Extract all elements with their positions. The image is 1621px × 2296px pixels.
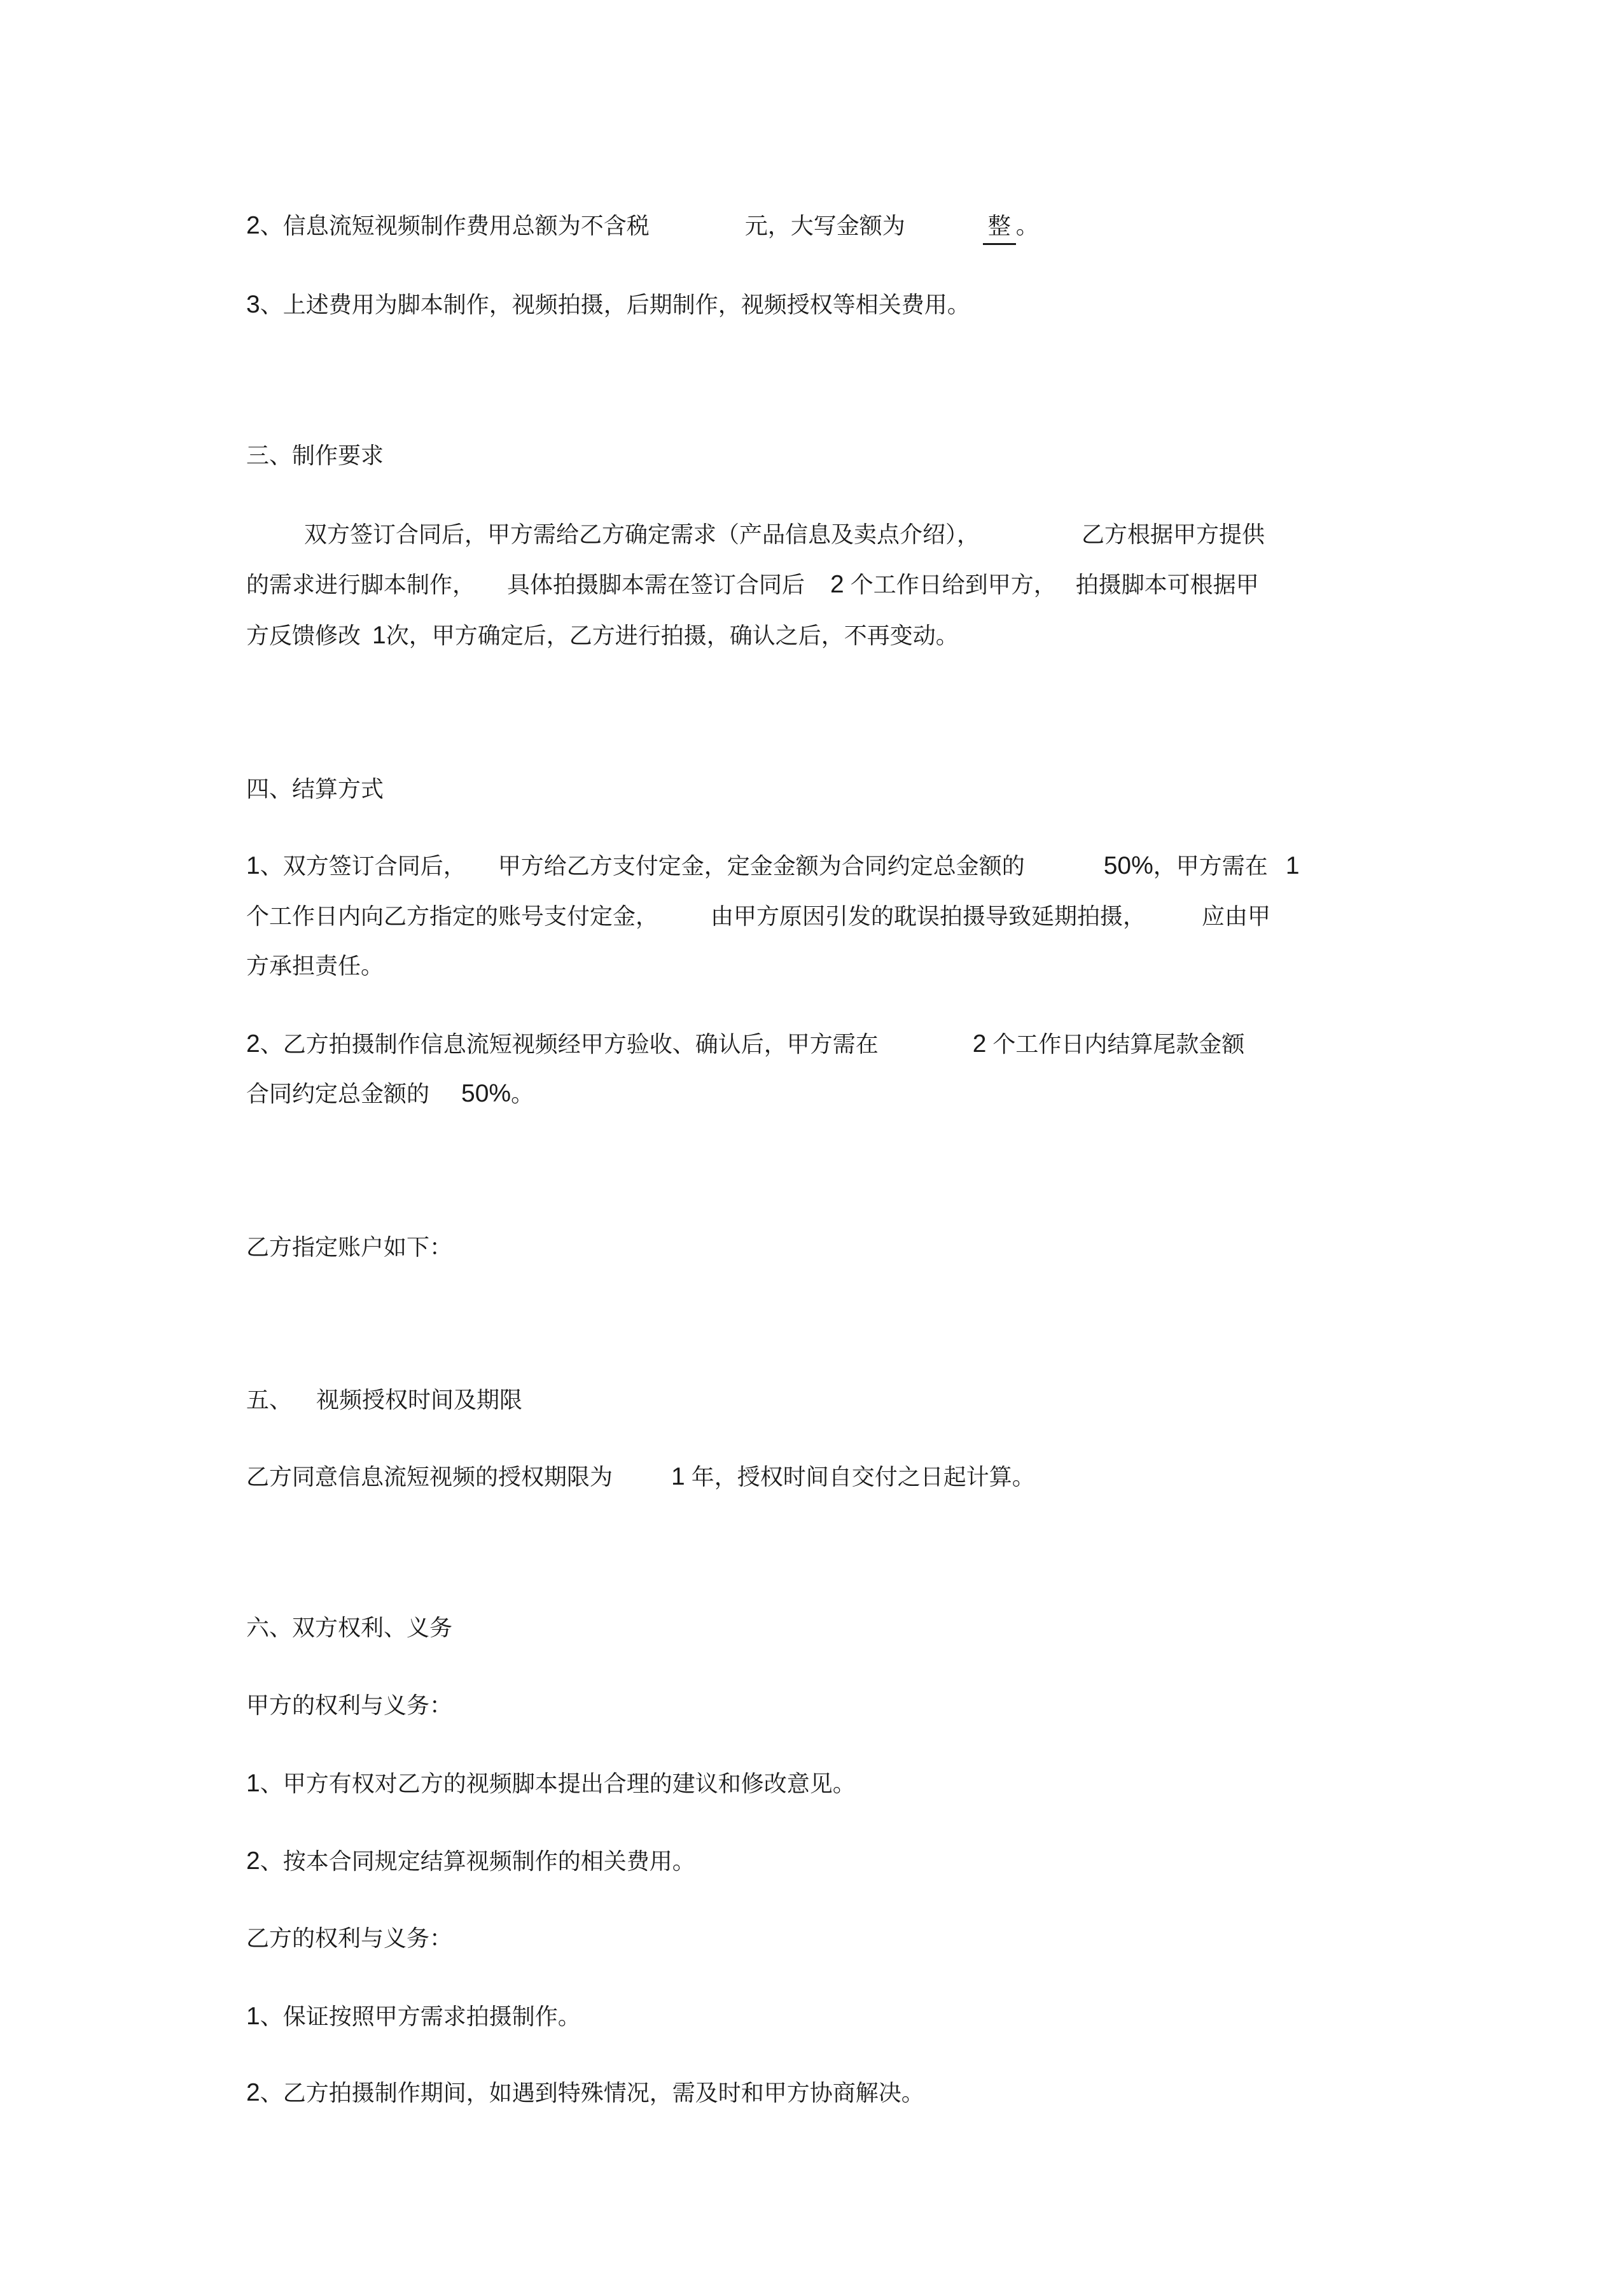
party-b-item-1 — [246, 2002, 581, 2032]
fee-total-text: 、信息流短视频制作费用总额为不含税 — [260, 213, 650, 239]
text-segment: 个工作日内结算尾款金额 — [992, 1032, 1245, 1058]
fee-scope-line — [246, 290, 970, 320]
party-b-item-2 — [246, 2078, 924, 2108]
text-segment: 乙方同意信息流短视频的授权期限为 — [246, 1464, 613, 1490]
day-count: 2 — [972, 1030, 987, 1058]
text-segment: 的需求进行脚本制作， — [246, 572, 476, 598]
fee-scope-text: 、上述费用为脚本制作，视频拍摄，后期制作，视频授权等相关费用。 — [260, 292, 970, 318]
item-number: 2 — [246, 212, 260, 239]
settlement-item-1-line-3: 方承担责任。 — [246, 953, 384, 979]
production-paragraph-line-3 — [246, 621, 959, 651]
party-b-rights-label: 乙方的权利与义务： — [246, 1926, 453, 1952]
deposit-percent: 50% — [1103, 852, 1153, 879]
year-count: 1 — [671, 1463, 685, 1490]
text-segment: 、保证按照甲方需求拍摄制作。 — [260, 2004, 581, 2030]
item-number: 2 — [246, 2079, 260, 2106]
zheng-underlined: 整 — [983, 212, 1016, 245]
text-segment: 年，授权时间自交付之日起计算。 — [691, 1464, 1035, 1490]
settlement-item-1-line-2 — [246, 902, 1270, 932]
section-heading-authorization — [246, 1386, 522, 1415]
fee-total-line — [246, 211, 1039, 245]
text-segment: 个工作日内向乙方指定的账号支付定金， — [246, 904, 659, 930]
fee-capital-text: 元，大写金额为 — [744, 213, 905, 239]
text-segment: 次，甲方确定后，乙方进行拍摄，确认之后，不再变动。 — [386, 623, 959, 649]
balance-percent: 50% — [461, 1080, 511, 1107]
settlement-item-1-line-1 — [246, 851, 1300, 881]
text-segment: ，甲方需在 — [1153, 853, 1268, 879]
party-a-item-2 — [246, 1847, 695, 1877]
text-segment: 合同约定总金额的 — [246, 1081, 430, 1107]
text-segment: 五、 — [246, 1387, 293, 1413]
section-heading-settlement: 四、结算方式 — [246, 776, 384, 802]
text-segment: 、双方签订合同后， — [260, 853, 466, 879]
text-segment: 、按本合同规定结算视频制作的相关费用。 — [260, 1849, 695, 1875]
text-segment: 、甲方有权对乙方的视频脚本提出合理的建议和修改意见。 — [260, 1771, 856, 1797]
text-segment: 由甲方原因引发的耽误拍摄导致延期拍摄， — [711, 904, 1146, 930]
text-segment: 双方签订合同后，甲方需给乙方确定需求（产品信息及卖点介绍）， — [304, 522, 980, 548]
text-segment: 、乙方拍摄制作信息流短视频经甲方验收、确认后，甲方需在 — [260, 1032, 879, 1058]
party-a-rights-label: 甲方的权利与义务： — [246, 1693, 453, 1719]
production-paragraph-line-1 — [304, 521, 1265, 550]
production-paragraph-line-2 — [246, 570, 1259, 600]
designated-account-label: 乙方指定账户如下： — [246, 1235, 453, 1261]
day-count: 2 — [830, 571, 844, 598]
text-segment: 方反馈修改 — [246, 623, 361, 649]
item-number: 2 — [246, 1030, 260, 1058]
settlement-item-2-line-1 — [246, 1030, 1244, 1060]
settlement-item-2-line-2 — [246, 1079, 534, 1109]
text-segment: 个工作日给到甲方， — [850, 572, 1057, 598]
authorization-term-line — [246, 1462, 1035, 1492]
text-segment: 乙方根据甲方提供 — [1082, 522, 1265, 548]
item-number: 1 — [246, 2003, 260, 2030]
item-number: 3 — [246, 291, 260, 318]
party-a-item-1 — [246, 1769, 856, 1799]
text-segment: 、乙方拍摄制作期间，如遇到特殊情况，需及时和甲方协商解决。 — [260, 2080, 924, 2106]
item-number: 2 — [246, 1847, 260, 1875]
revision-count: 1 — [372, 622, 386, 649]
period-mark: 。 — [511, 1081, 534, 1107]
text-segment: 甲方给乙方支付定金，定金金额为合同约定总金额的 — [497, 853, 1025, 879]
section-heading-rights-obligations: 六、双方权利、义务 — [246, 1615, 453, 1641]
item-number: 1 — [246, 1770, 260, 1797]
text-segment: 具体拍摄脚本需在签订合同后 — [507, 572, 805, 598]
text-segment: 应由甲 — [1202, 904, 1271, 930]
section-heading-production: 三、制作要求 — [246, 443, 384, 469]
text-segment: 拍摄脚本可根据甲 — [1075, 572, 1259, 598]
item-number: 1 — [246, 852, 260, 879]
day-count: 1 — [1285, 852, 1300, 879]
period-mark: 。 — [1015, 213, 1039, 239]
text-segment: 视频授权时间及期限 — [316, 1387, 523, 1413]
